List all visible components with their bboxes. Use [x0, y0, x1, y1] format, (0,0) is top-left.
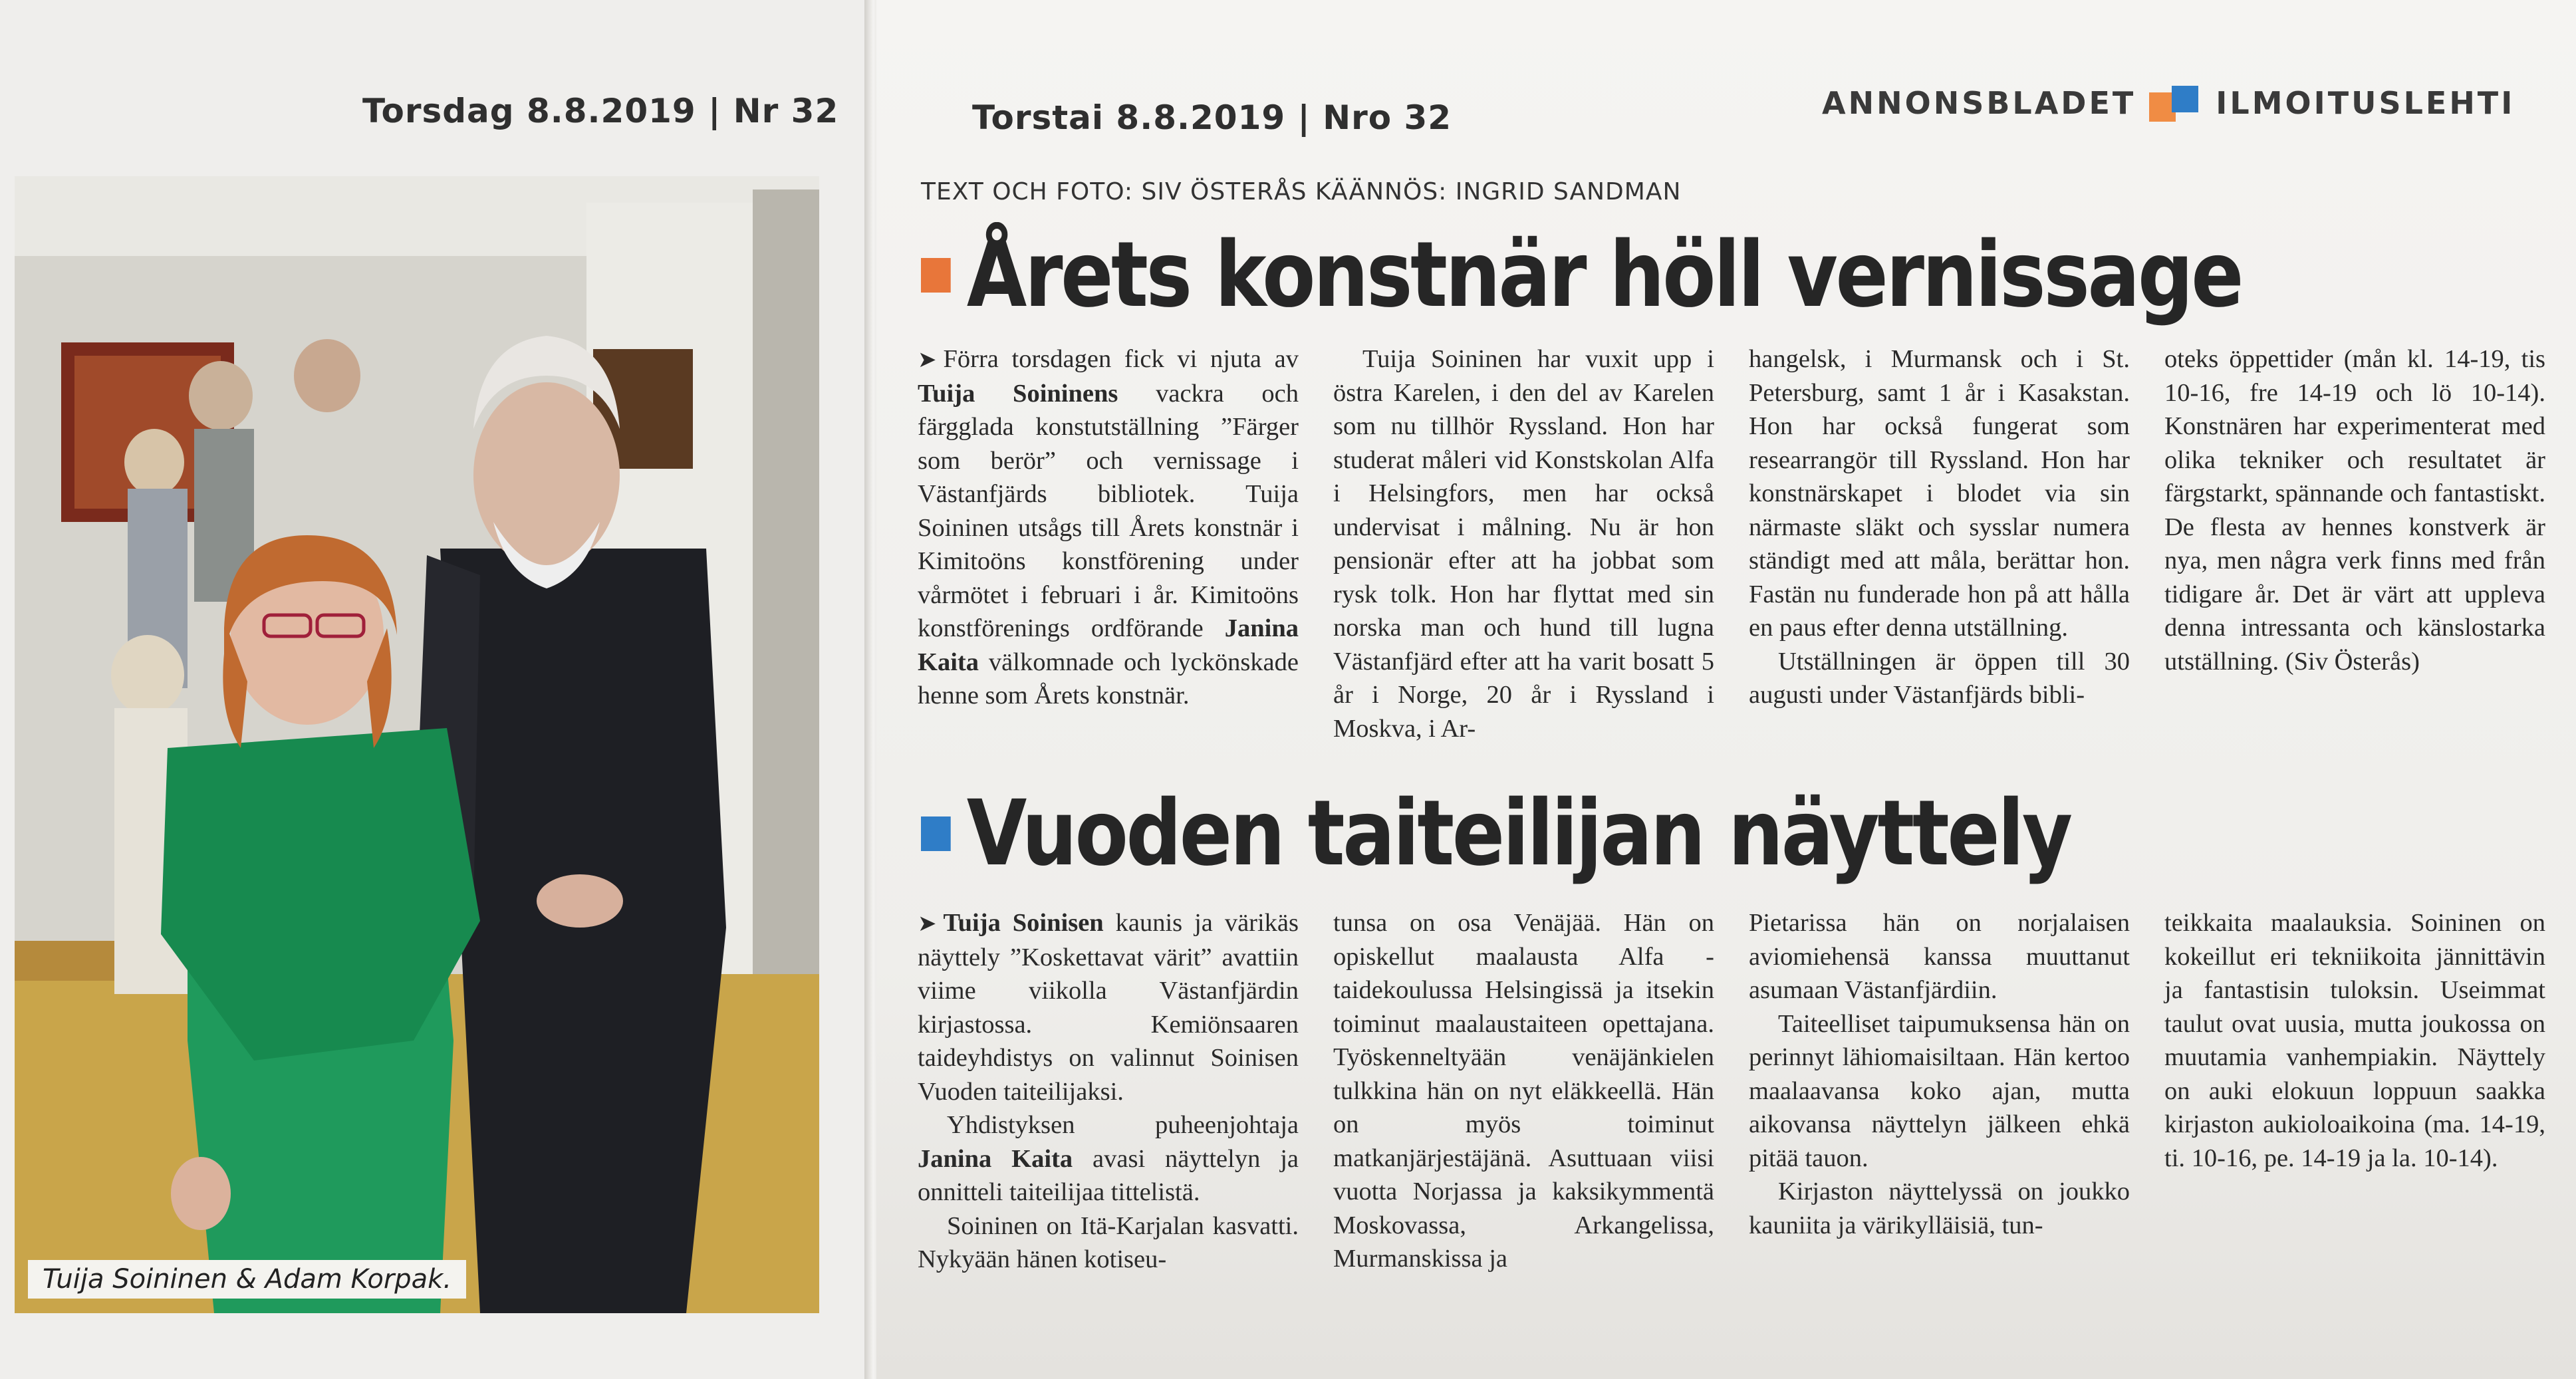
brand-name-finnish: ILMOITUSLEHTI [2216, 85, 2515, 121]
text-run: välkomnade och lyckönskade henne som Årets konstnär. [918, 648, 1299, 709]
paragraph: Utställningen är öppen till 30 augusti under Västanfjärds bibli- [1749, 647, 2130, 709]
paragraph: hangelsk, i Murmansk och i St. Petersburg, samt 1 år i Kasakstan. Hon har också fungerat som researrangör till Ryssland. Hon har konstnärskapet i blodet via sin närmaste släkt och sysslar numera ständigt med att måla, berättar hon. Fastän nu funderade hon på att hålla en paus efter denna utställning. [1749, 345, 2130, 642]
brand-logo-blue-square [2172, 86, 2198, 112]
swedish-headline-text: Årets konstnär höll vernissage [966, 223, 2242, 328]
person-name: Tuija Soininens [918, 379, 1118, 408]
text-run: avasi näyttelyn ja onnitteli taiteilijaa tittelistä. [918, 1144, 1299, 1206]
person-name: Janina Kaita [918, 614, 1299, 676]
swedish-column-4 [2164, 342, 2545, 745]
photo-caption: Tuija Soininen & Adam Korpak. [28, 1260, 466, 1299]
finnish-column-4 [2164, 906, 2545, 1277]
arrow-bullet-icon: ➤ [918, 346, 937, 373]
finnish-article-body [918, 906, 2545, 1277]
text-run: vackra och färgglada konstutställning ”Färger som berör” och vernissage i Västanfjärds bibliotek. Tuija Soininen utsågs till Årets konstnär i Kimitoöns konstförening under vårmötet i februari i år. Kimitoöns konstförenings ordförande [918, 379, 1299, 642]
brand-logo-icon [2149, 83, 2202, 123]
finnish-headline [921, 781, 2071, 886]
swedish-column-2 [1333, 342, 1714, 745]
finnish-column-2 [1333, 906, 1714, 1277]
paragraph: tunsa on osa Venäjää. Hän on opiskellut maalausta Alfa -taidekoulussa Helsingissä ja itsekin toiminut maalaustaiteen opettajana. Työskenneltyään venäjänkielen tulkkina hän on nyt eläkkeellä. Hän on myös toiminut matkanjärjestäjänä. Asuttuaan viisi vuotta Norjassa ja kaksikymmentä Moskovassa, Arkangelissa, Murmanskissa ja [1333, 909, 1714, 1273]
masthead-brand [1822, 80, 2515, 126]
paragraph: Soininen on Itä-Karjalan kasvatti. Nykyään hänen kotiseu- [918, 1211, 1299, 1273]
arrow-bullet-icon: ➤ [918, 910, 937, 937]
orange-square-marker [921, 258, 951, 293]
paragraph: Kirjaston näyttelyssä on joukko kauniita ja värikylläisiä, tun- [1749, 1178, 2130, 1239]
swedish-article-body [918, 342, 2545, 745]
paragraph: Taiteelliset taipumuksensa hän on perinnyt lähiomaisiltaan. Hän kertoo maalaavansa koko ajan, mutta aikovansa näyttelyn jälkeen ehkä pitää tauon. [1749, 1009, 2130, 1172]
finnish-column-3 [1749, 906, 2130, 1277]
person-name: Tuija Soinisen [943, 909, 1104, 937]
right-page-date: Torstai 8.8.2019 | Nro 32 [972, 98, 1452, 137]
blue-square-marker [921, 816, 951, 851]
text-run: kaunis ja värikäs näyttely ”Koskettavat värit” avattiin viime viikolla Västanfjärdin kirjastossa. Kemiönsaaren taideyhdistys on valinnut Soinisen Vuoden taiteilijaksi. [918, 909, 1299, 1106]
swedish-column-1 [918, 342, 1299, 745]
text-run: Yhdistyksen puheenjohtaja [947, 1111, 1299, 1139]
finnish-column-1 [918, 906, 1299, 1277]
brand-name-swedish: ANNONSBLADET [1822, 85, 2136, 121]
paragraph: teikkaita maalauksia. Soininen on kokeillut eri tekniikoita jännittävin ja fantastisin tuloksin. Useimmat taulut ovat uusia, mutta joukossa on muutamia vanhempiakin. Näyttely on auki elokuun loppuun saakka kirjaston aukioloaikoina (ma. 14-19, ti. 10-16, pe. 14-19 ja la. 10-14). [2164, 909, 2545, 1172]
article-photo [15, 176, 819, 1313]
swedish-column-3 [1749, 342, 2130, 745]
paragraph: Tuija Soininen har vuxit upp i östra Karelen, i den del av Karelen som nu tillhör Ryssland. Hon har studerat måleri vid Konstskolan Alfa i Helsingfors, men har också undervisat i målning. Nu är hon pensionär efter att ha jobbat som rysk tolk. Hon har flyttat med sin norska man och hund till lugna Västanfjärd efter att ha varit bosatt 5 år i Norge, 20 år i Ryssland i Moskva, i Ar- [1333, 345, 1714, 743]
article-credit: TEXT OCH FOTO: SIV ÖSTERÅS KÄÄNNÖS: INGRID SANDMAN [921, 178, 1682, 205]
person-name: Janina Kaita [918, 1144, 1073, 1173]
finnish-headline-text: Vuoden taiteilijan näyttely [966, 781, 2071, 886]
paragraph: Pietarissa hän on norjalaisen aviomiehensä kanssa muuttanut asumaan Västanfjärdiin. [1749, 909, 2130, 1004]
text-run: Förra torsdagen fick vi njuta av [943, 345, 1299, 373]
paragraph: oteks öppettider (mån kl. 14-19, tis 10-16, fre 14-19 och lö 10-14). Konstnären har experimenterat med olika tekniker och resultatet är färgstarkt, spännande och fantastiskt. De flesta av hennes konstverk är nya, men några verk finns med från tidigare år. Det är värt att uppleva denna intressanta och känslostarka utställning. (Siv Österås) [2164, 345, 2545, 676]
left-page-date: Torsdag 8.8.2019 | Nr 32 [362, 92, 839, 130]
swedish-headline [921, 223, 2242, 328]
photo-illustration [15, 176, 819, 1313]
